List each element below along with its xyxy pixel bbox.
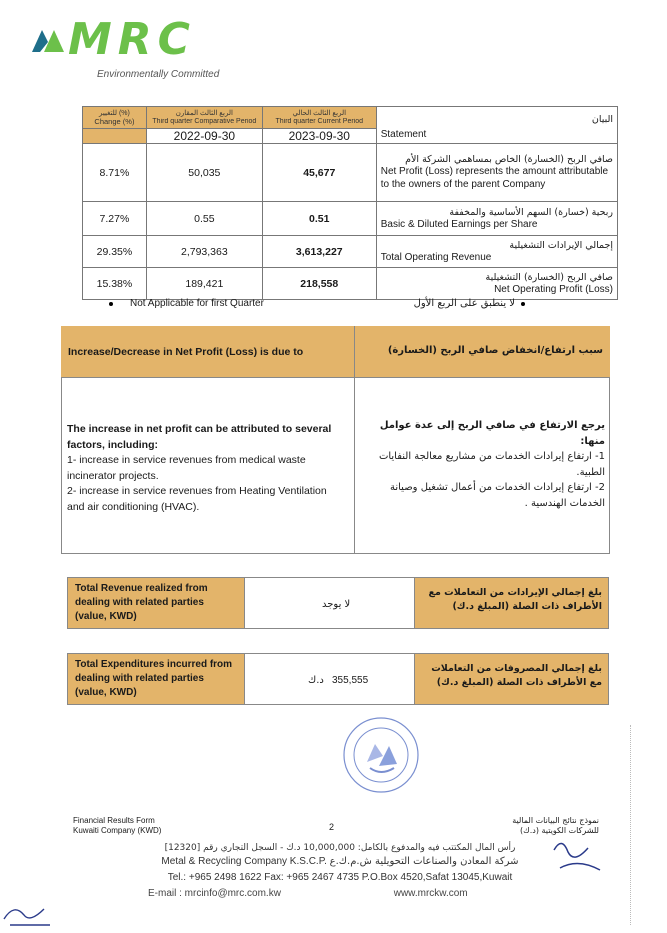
reason-header-arabic: سبب ارتفاع/انخفاض صافي الربح (الخسارة): [387, 345, 603, 356]
change-header-blank: [83, 129, 147, 144]
current-date: 2023-09-30: [262, 129, 376, 144]
table-row: 29.35% 2,793,363 3,613,227 إجمالي الإيرادات التشغيلية Total Operating Revenue: [83, 236, 618, 268]
reason-body-arabic: يرجع الارتفاع في صافي الربح إلى عدة عوامل منها: 1- ارتفاع إيرادات الخدمات من مشاريع معالجة النفايات الطبية. 2- ارتفاع إيرادات الخدمات من أعمال تشغيل وصيانة الخدمات الهندسية .: [378, 420, 605, 509]
footer-email-web: E-mail : mrcinfo@mrc.com.kw www.mrckw.com: [148, 888, 468, 899]
footer-form-label-arabic: نموذج نتائج البيانات المالية للشركات الكويتية (د.ك): [512, 816, 599, 835]
change-header: للتغيير (%) Change (%): [83, 107, 147, 129]
table-row: 15.38% 189,421 218,558 صافي الربح (الخسارة) التشغيلية Net Operating Profit (Loss): [83, 268, 618, 300]
footer-form-label: Financial Results Form Kuwaiti Company (KWD): [73, 816, 162, 835]
page-number: 2: [329, 822, 335, 832]
bullet-icon: [521, 302, 525, 306]
footer-contact: Tel.: +965 2498 1622 Fax: +965 2467 4735 P.O.Box 4520,Safat 13045,Kuwait: [167, 872, 513, 883]
current-header: الربع الثالث الحالي Third quarter Current Period: [262, 107, 376, 129]
comparative-date: 2022-09-30: [146, 129, 262, 144]
note-arabic: لا ينطبق على الربع الأول: [413, 298, 515, 309]
reason-divider: [354, 326, 355, 554]
table-row: 7.27% 0.55 0.51 ربحية (خسارة) السهم الأساسية والمخففة Basic & Diluted Earnings per Share: [83, 202, 618, 236]
expenditure-related-unit: د.ك: [308, 675, 324, 686]
recycled-paper-mark: [630, 725, 644, 925]
company-seal-icon: [342, 716, 420, 794]
statement-header: البيان Statement: [376, 107, 617, 144]
expenditure-related-value: 355,555: [332, 675, 369, 686]
revenue-related-english: Total Revenue realized from dealing with related parties (value, KWD): [67, 577, 245, 629]
reason-body-english: The increase in net profit can be attributed to several factors, including: 1- increase in service revenues from medical waste incinerator projects. 2- increase in service revenues from Heating Ventilation and air conditioning (HVAC).: [67, 423, 332, 513]
revenue-related-arabic: بلغ إجمالي الإيرادات من التعاملات مع الأطراف ذات الصلة (المبلغ د.ك): [414, 577, 609, 629]
logo-tagline: Environmentally Committed: [97, 69, 220, 80]
expenditure-related-english: Total Expenditures incurred from dealing with related parties (value, KWD): [67, 653, 245, 705]
signature-icon: [548, 830, 608, 880]
expenditure-related-arabic: بلغ إجمالي المصروفات من التعاملات مع الأطراف ذات الصلة (المبلغ د.ك): [414, 653, 609, 705]
footer-capital: رأس المال المكتتب فيه والمدفوع بالكامل: 10,000,000 د.ك - السجل التجاري رقم [12320]: [164, 843, 516, 853]
revenue-related-value: لا يوجد: [322, 599, 351, 610]
footer-company-names: Metal & Recycling Company K.S.C.P. شركة المعادن والصناعات التحويلية ش.م.ك.ع: [161, 856, 519, 867]
reason-header-english: Increase/Decrease in Net Profit (Loss) is due to: [68, 346, 304, 358]
financial-table: [82, 106, 618, 300]
mrc-logo-mark: [30, 20, 70, 54]
mrc-logo-text: MRC: [68, 14, 196, 65]
table-row: 8.71% 50,035 45,677 صافي الربح (الخسارة) الخاص بمساهمي الشركة الأم Net Profit (Loss) represents the amount attributable to the owners of the parent Company: [83, 144, 618, 202]
bullet-icon: [109, 302, 113, 306]
comparative-header: الربع الثالث المقارن Third quarter Comparative Period: [146, 107, 262, 129]
note-english: Not Applicable for first Quarter: [130, 298, 264, 309]
initials-icon: [0, 895, 60, 930]
